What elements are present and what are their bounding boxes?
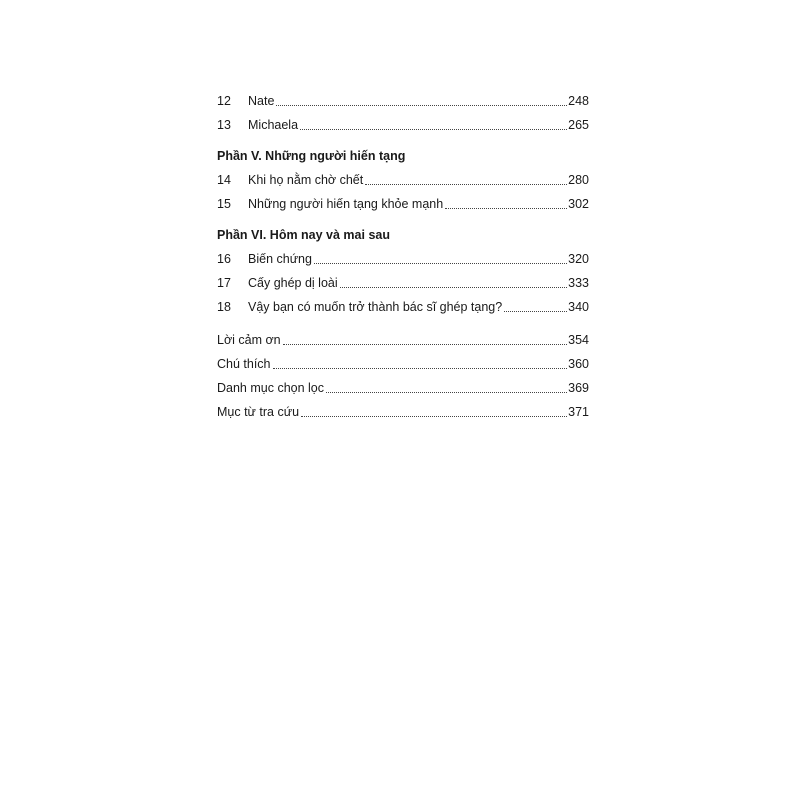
toc-entry-17 <box>217 271 589 295</box>
page-number: 340 <box>568 300 589 314</box>
toc-entry-18 <box>217 295 589 319</box>
entry-title: Mục từ tra cứu <box>217 405 300 419</box>
chapter-title: Vậy bạn có muốn trở thành bác sĩ ghép tạng? <box>248 300 503 314</box>
toc-entry-index <box>217 400 589 424</box>
chapter-number: 17 <box>217 276 231 290</box>
page-number: 265 <box>568 118 589 132</box>
page-number: 360 <box>568 357 589 371</box>
page-number: 333 <box>568 276 589 290</box>
part-heading-5: Phần V. Những người hiến tạng <box>217 149 406 163</box>
chapter-number: 13 <box>217 118 231 132</box>
chapter-title: Nate <box>248 94 275 108</box>
entry-title: Danh mục chọn lọc <box>217 381 325 395</box>
chapter-title: Những người hiến tạng khỏe mạnh <box>248 197 444 211</box>
dot-leader <box>365 184 567 185</box>
dot-leader <box>273 368 568 369</box>
chapter-number: 18 <box>217 300 231 314</box>
page-number: 369 <box>568 381 589 395</box>
toc-entry-16 <box>217 247 589 271</box>
dot-leader <box>300 129 567 130</box>
page-number: 320 <box>568 252 589 266</box>
chapter-number: 15 <box>217 197 231 211</box>
entry-title: Lời cảm ơn <box>217 333 281 347</box>
page-number: 280 <box>568 173 589 187</box>
toc-entry-bibliography <box>217 376 589 400</box>
page-number: 354 <box>568 333 589 347</box>
page-number: 302 <box>568 197 589 211</box>
chapter-title: Biến chứng <box>248 252 312 266</box>
dot-leader <box>445 208 567 209</box>
dot-leader <box>301 416 567 417</box>
page-number: 371 <box>568 405 589 419</box>
toc-entry-13 <box>217 113 589 137</box>
part-heading-6: Phần VI. Hôm nay và mai sau <box>217 228 390 242</box>
dot-leader <box>504 311 567 312</box>
page-number: 248 <box>568 94 589 108</box>
dot-leader <box>276 105 567 106</box>
toc-entry-acknowledgements <box>217 328 589 352</box>
chapter-title: Michaela <box>248 118 299 132</box>
chapter-number: 12 <box>217 94 231 108</box>
toc-entry-15 <box>217 192 589 216</box>
toc-entry-14 <box>217 168 589 192</box>
chapter-title: Khi họ nằm chờ chết <box>248 173 364 187</box>
chapter-title: Cấy ghép dị loài <box>248 276 338 290</box>
chapter-number: 14 <box>217 173 231 187</box>
chapter-number: 16 <box>217 252 231 266</box>
entry-title: Chú thích <box>217 357 271 371</box>
table-of-contents <box>217 89 589 424</box>
dot-leader <box>340 287 567 288</box>
dot-leader <box>326 392 567 393</box>
toc-entry-notes <box>217 352 589 376</box>
dot-leader <box>314 263 567 264</box>
toc-entry-12 <box>217 89 589 113</box>
dot-leader <box>283 344 568 345</box>
